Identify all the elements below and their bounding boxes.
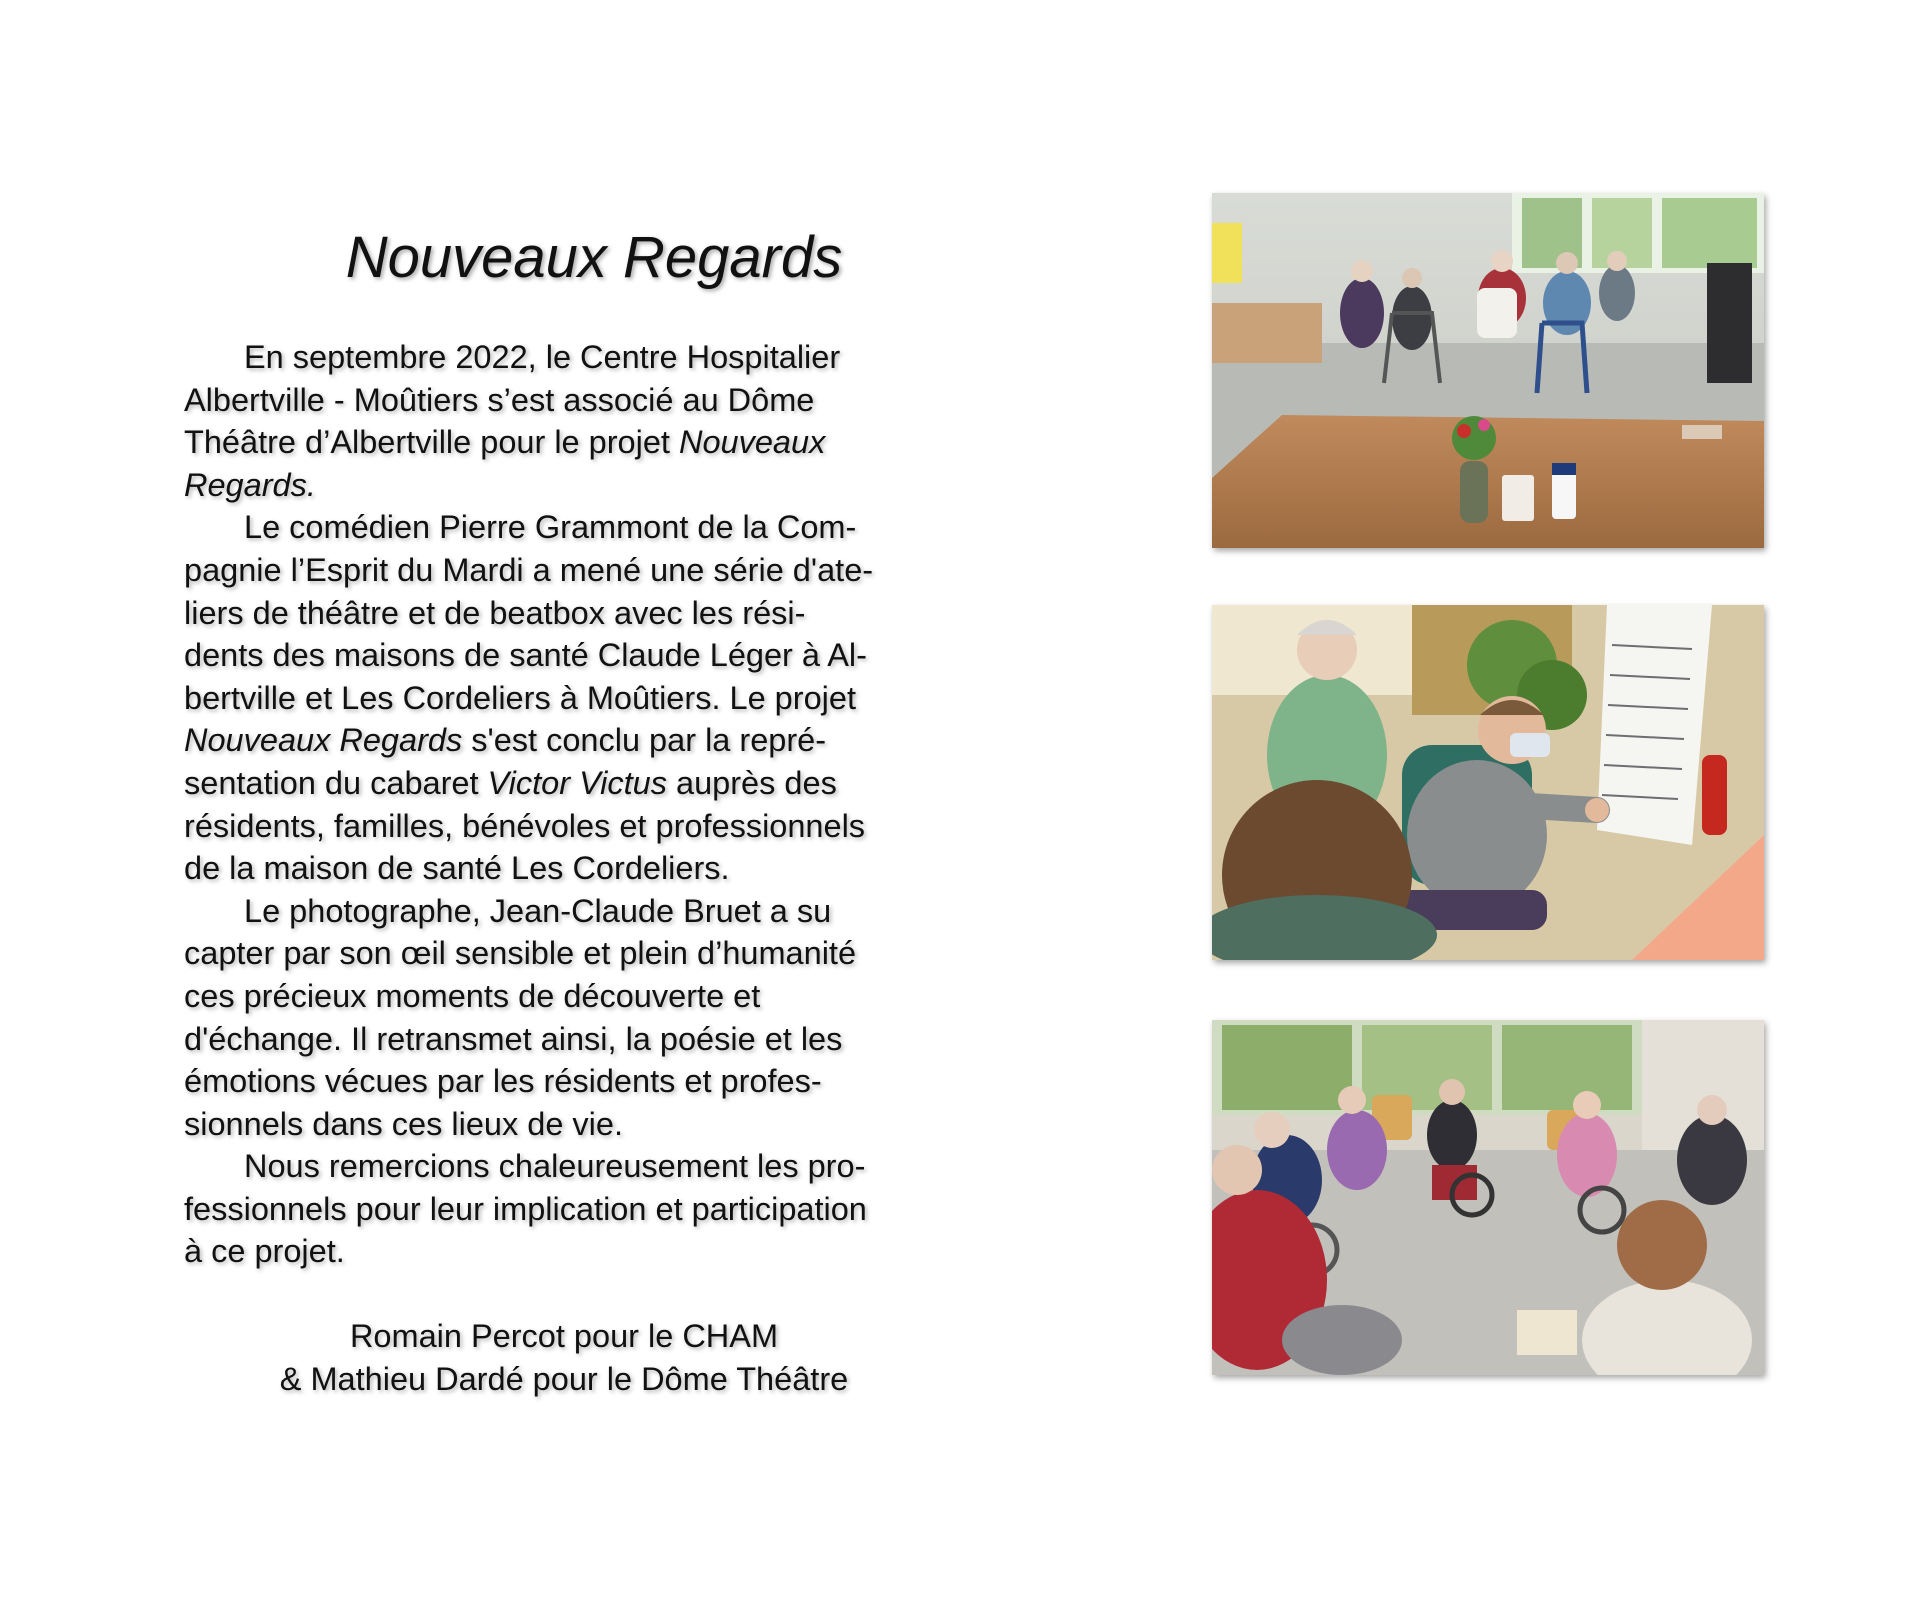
- italic-project-name: Nouveaux: [678, 424, 826, 461]
- text-line: capter par son œil sensible et plein d’humanité: [184, 935, 857, 972]
- text-line: ces précieux moments de découverte et: [184, 977, 761, 1014]
- paragraph-1: [184, 336, 944, 506]
- text-line: de la maison de santé Les Cordeliers.: [184, 850, 730, 887]
- text-line: dents des maisons de santé Claude Léger à Al-: [184, 637, 867, 674]
- body-text: [184, 336, 944, 1273]
- text-line: d'échange. Il retransmet ainsi, la poésie et les: [184, 1020, 843, 1057]
- photo-dining-room-image: [1212, 193, 1764, 548]
- signature-line-2: & Mathieu Dardé pour le Dôme Théâtre: [279, 1360, 849, 1397]
- text-span: sentation du cabaret: [184, 764, 488, 801]
- text-line: Albertville - Moûtiers s’est associé au Dôme: [184, 381, 815, 418]
- photo-dining-room: [1212, 193, 1764, 548]
- italic-cabaret-name: Victor Victus: [487, 764, 667, 801]
- text-span: s'est conclu par la repré-: [462, 722, 827, 759]
- signature: [184, 1315, 944, 1400]
- signature-line-1: Romain Percot pour le CHAM: [349, 1318, 779, 1355]
- text-line: émotions vécues par les résidents et profes-: [184, 1063, 822, 1100]
- text-line: résidents, familles, bénévoles et professionnels: [184, 807, 866, 844]
- text-line: liers de théâtre et de beatbox avec les rési-: [184, 594, 806, 631]
- text-line: Le photographe, Jean-Claude Bruet a su: [244, 892, 832, 929]
- text-column: [184, 218, 944, 1400]
- text-line: fessionnels pour leur implication et participation: [184, 1190, 867, 1227]
- text-line: En septembre 2022, le Centre Hospitalier: [244, 339, 841, 375]
- text-line: [184, 719, 944, 762]
- text-line: [184, 762, 944, 805]
- text-line: [184, 464, 944, 507]
- page-title: Nouveaux Regards: [345, 225, 843, 290]
- text-line: [184, 421, 944, 464]
- photo-residents-circle-image: [1212, 1020, 1764, 1375]
- text-line: pagnie l’Esprit du Mardi a mené une série d'ate-: [184, 551, 874, 588]
- text-line: Nous remercions chaleureusement les pro-: [244, 1148, 866, 1185]
- text-line: à ce projet.: [184, 1233, 345, 1270]
- paragraph-4: [184, 1145, 944, 1273]
- text-line: Le comédien Pierre Grammont de la Com-: [244, 509, 857, 546]
- text-line: bertville et Les Cordeliers à Moûtiers. Le projet: [184, 679, 856, 716]
- italic-project-name: Nouveaux Regards: [184, 722, 463, 759]
- paragraph-2: [184, 506, 944, 889]
- paragraph-3: [184, 890, 944, 1146]
- text-line: sionnels dans ces lieux de vie.: [184, 1105, 624, 1142]
- text-span: auprès des: [666, 764, 837, 801]
- italic-project-name: Regards.: [184, 466, 316, 503]
- photo-actor-whiteboard: [1212, 605, 1764, 960]
- photo-actor-whiteboard-image: [1212, 605, 1764, 960]
- photo-residents-circle: [1212, 1020, 1764, 1375]
- text-span: Théâtre d’Albertville pour le projet: [184, 424, 679, 461]
